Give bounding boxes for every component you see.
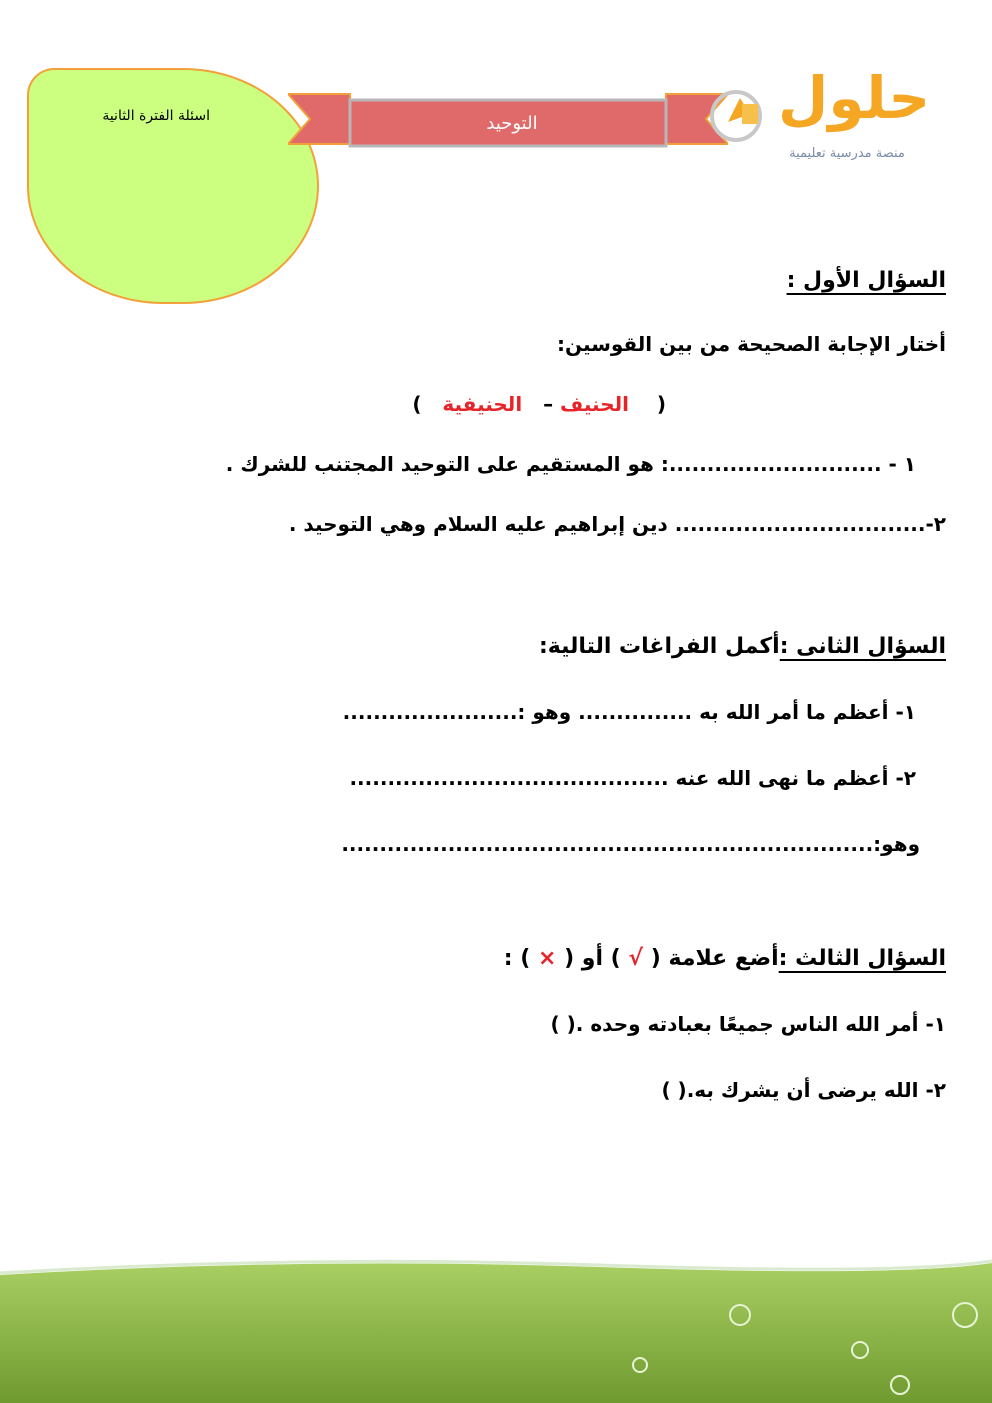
q1-choice-1: الحنيف — [560, 392, 629, 416]
q2-title: السؤال الثانى : — [779, 634, 946, 659]
q3-item-1: ١- أمر الله الناس جميعًا بعبادته وحده .( ) — [550, 1012, 946, 1036]
q1-choice-2: الحنيفية — [442, 392, 523, 416]
q3-item-2: ٢- الله يرضى أن يشرك به.( ) — [661, 1078, 946, 1102]
q3-heading — [300, 946, 946, 971]
cross-mark-icon: × — [537, 946, 557, 971]
subject-title: التوحيد — [486, 113, 538, 134]
logo-tagline: منصة مدرسية تعليمية — [789, 146, 905, 161]
q2-item-3: وهو:...................................................................... — [341, 832, 920, 856]
q3-title: السؤال الثالث : — [778, 946, 946, 971]
q1-dash: – — [543, 392, 554, 416]
q1-title: السؤال الأول : — [786, 268, 946, 293]
q3-title-rest-a: أضع علامة ( — [650, 946, 779, 971]
q1-choices — [380, 392, 666, 416]
q2-title-rest: أكمل الفراغات التالية: — [538, 634, 780, 659]
q1-paren-open: ( — [656, 392, 666, 416]
q1-paren-close: ) — [412, 392, 422, 416]
q2-item-2: ٢- أعظم ما نهى الله عنه .......................................... — [349, 766, 916, 790]
q2-heading — [300, 634, 946, 659]
term-label: اسئلة الفترة الثانية — [102, 108, 210, 124]
term-bubble — [27, 68, 319, 304]
q3-title-rest-b: ) أو ( — [564, 946, 621, 971]
logo-wordmark: حلول — [778, 64, 931, 132]
footer-decoration — [0, 1255, 992, 1403]
q1-item-2: ٢-................................. دين إبراهيم عليه السلام وهي التوحيد . — [288, 512, 946, 536]
q1-item-1: ١ - ............................: هو المستقيم على التوحيد المجتنب للشرك . — [225, 452, 916, 476]
check-mark-icon: √ — [628, 946, 644, 971]
q1-instruction: أختار الإجابة الصحيحة من بين القوسين: — [557, 332, 946, 356]
q2-item-1: ١- أعظم ما أمر الله به ............... وهو :....................... — [342, 700, 916, 724]
q3-title-rest-c: ) : — [503, 946, 531, 971]
